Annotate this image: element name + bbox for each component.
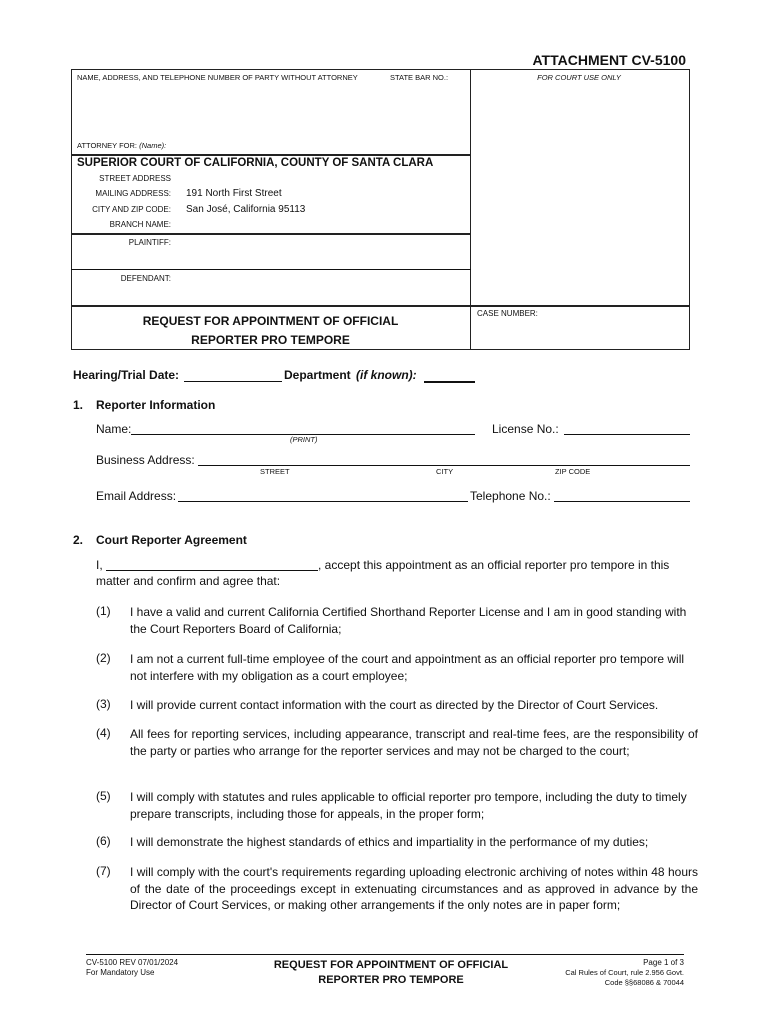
item-5-number: (5) <box>96 789 111 803</box>
item-2-text: I am not a current full-time employee of the court and appointment as an official reporter pro tempore will not interfere with my obligation as a court employee; <box>130 652 685 683</box>
item-4-text: All fees for reporting services, including appearance, transcript and real-time fees, are the responsibility of the party or parties who arrange for the reporter services and may not be charged to the court; <box>130 727 698 758</box>
footer-title-line1: REQUEST FOR APPOINTMENT OF OFFICIAL <box>273 959 509 971</box>
print-label: (PRINT) <box>290 435 318 444</box>
plaintiff-label: PLAINTIFF: <box>128 238 171 247</box>
item-4-number: (4) <box>96 726 111 740</box>
telephone-label: Telephone No.: <box>470 489 551 503</box>
agreement-intro-line2: matter and confirm and agree that: <box>96 574 281 588</box>
court-use-label: FOR COURT USE ONLY <box>537 73 621 82</box>
form-title-line2: REPORTER PRO TEMPORE <box>191 333 350 347</box>
court-name: SUPERIOR COURT OF CALIFORNIA, COUNTY OF SANTA CLARA <box>77 157 434 169</box>
state-bar-label: STATE BAR NO.: <box>390 73 449 82</box>
telephone-field[interactable] <box>554 501 690 502</box>
department-label: Department <box>284 368 351 382</box>
attorney-for-label <box>77 141 166 150</box>
item-5-text: I will comply with statutes and rules applicable to official reporter pro tempore, including the duty to timely prepare transcripts, including those for appeals, in the proper form; <box>130 790 687 821</box>
email-label: Email Address: <box>96 489 177 503</box>
reporter-name-label: Name: <box>96 422 132 436</box>
city-sublabel: CITY <box>436 467 454 476</box>
business-address-label: Business Address: <box>96 453 195 467</box>
item-1-text: I have a valid and current California Certified Shorthand Reporter License and I am in good standing with the Court Reporters Board of California; <box>130 605 687 636</box>
item-7-text: I will comply with the court's requirements regarding uploading electronic archiving of notes within 48 hours of the date of the proceedings except in extenuating circumstances and as approved in advance by the Director of Court Services, or making other arrangements if the only notes are in paper form; <box>130 865 698 912</box>
section1-number: 1. <box>73 398 84 412</box>
mailing-label: MAILING ADDRESS: <box>95 189 171 198</box>
department-field[interactable] <box>424 381 475 383</box>
street-label: STREET ADDRESS <box>99 174 171 183</box>
party-label: NAME, ADDRESS, AND TELEPHONE NUMBER OF PARTY WITHOUT ATTORNEY <box>77 73 358 82</box>
hearing-date-field[interactable] <box>184 381 282 382</box>
footer-rule <box>86 954 684 955</box>
license-field[interactable] <box>564 434 690 435</box>
attorney-for-text: ATTORNEY FOR: <box>77 141 138 150</box>
city-label: CITY AND ZIP CODE: <box>92 205 171 214</box>
footer-page: Page 1 of 3 <box>643 958 684 967</box>
agreement-intro-suffix: , accept this appointment as an official reporter pro tempore in this <box>318 558 670 572</box>
email-field[interactable] <box>178 501 468 502</box>
hearing-date-label: Hearing/Trial Date: <box>73 368 180 382</box>
attachment-title: ATTACHMENT CV-5100 <box>532 52 686 68</box>
section1-title: Reporter Information <box>96 398 216 412</box>
business-address-field[interactable] <box>198 465 690 466</box>
department-note: (if known): <box>356 368 417 382</box>
defendant-label: DEFENDANT: <box>120 274 171 283</box>
mailing-value: 191 North First Street <box>186 188 282 199</box>
footer-mandatory: For Mandatory Use <box>86 968 155 977</box>
agreement-intro-prefix: I, <box>96 558 103 572</box>
footer-title <box>250 958 532 988</box>
item-7-number: (7) <box>96 864 111 878</box>
footer-title-line2: REPORTER PRO TEMPORE <box>318 974 464 986</box>
court-use-box <box>470 69 690 307</box>
item-3-text: I will provide current contact information with the court as directed by the Director of Court Services. <box>130 698 659 712</box>
agreement-name-field[interactable] <box>106 570 318 571</box>
form-title-line1: REQUEST FOR APPOINTMENT OF OFFICIAL <box>142 314 399 328</box>
plaintiff-divider <box>71 269 471 270</box>
item-6-number: (6) <box>96 834 111 848</box>
branch-label: BRANCH NAME: <box>109 220 171 229</box>
item-2-number: (2) <box>96 651 111 665</box>
item-3-number: (3) <box>96 697 111 711</box>
form-title <box>71 312 470 350</box>
section2-title: Court Reporter Agreement <box>96 533 247 547</box>
case-number-label: CASE NUMBER: <box>477 309 538 318</box>
footer-rules-line2: Code §§68086 & 70044 <box>604 978 684 987</box>
section2-number: 2. <box>73 533 84 547</box>
footer-form-id: CV-5100 REV 07/01/2024 <box>86 958 179 967</box>
street-sublabel: STREET <box>260 467 290 476</box>
footer-rules-line1: Cal Rules of Court, rule 2.956 Govt. <box>565 968 684 977</box>
item-1-number: (1) <box>96 604 111 618</box>
license-label: License No.: <box>492 422 559 436</box>
attorney-for-name: (Name): <box>139 141 167 150</box>
city-value: San José, California 95113 <box>186 204 306 215</box>
zip-sublabel: ZIP CODE <box>555 467 591 476</box>
item-6-text: I will demonstrate the highest standards of ethics and impartiality in the performance of my duties; <box>130 835 649 849</box>
